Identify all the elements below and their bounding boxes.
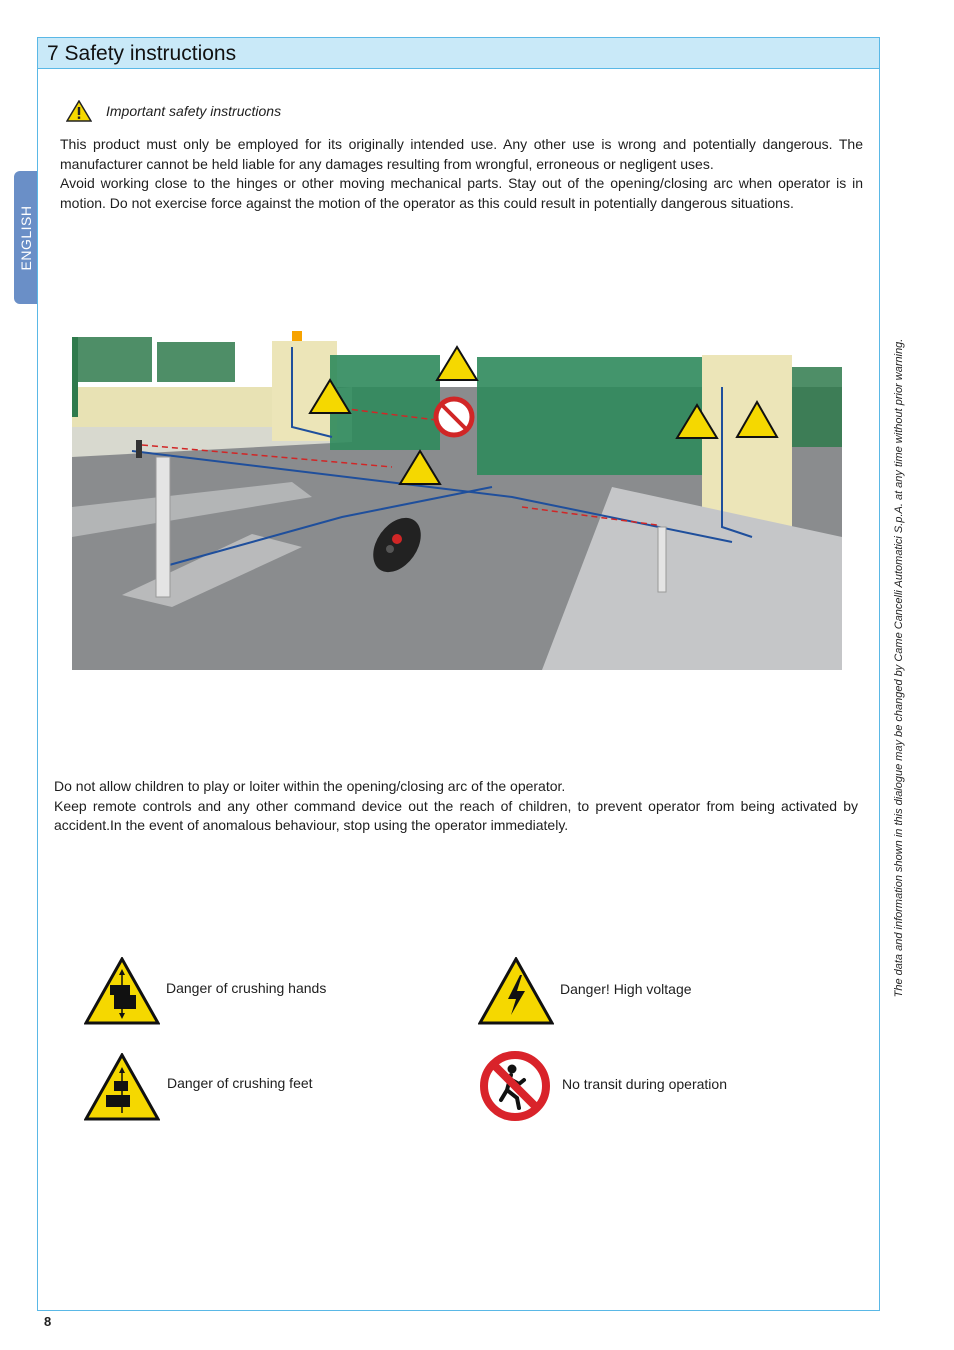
sign-label-crushing-feet: Danger of crushing feet <box>167 1075 313 1091</box>
important-safety-label: Important safety instructions <box>106 103 282 119</box>
crushing-hands-icon <box>84 957 160 1025</box>
safety-paragraph-1-line-2: Avoid working close to the hinges or other moving mechanical parts. Stay out of the opening/closing arc when operator is in motion. Do not exercise force against the motion of the operator as this could result in potentially dangerous situations. <box>60 175 863 211</box>
sign-label-no-transit: No transit during operation <box>562 1076 727 1092</box>
no-transit-icon <box>479 1050 551 1122</box>
side-disclaimer <box>888 278 910 1058</box>
section-title: 7 Safety instructions <box>47 42 237 65</box>
side-disclaimer-text: The data and information shown in this dialogue may be changed by Came Cancelli Automatici S.p.A. at any time without prior warning. <box>893 338 905 998</box>
crushing-feet-icon <box>84 1053 160 1121</box>
gate-installation-illustration <box>72 327 842 670</box>
page-number: 8 <box>44 1314 52 1329</box>
safety-paragraph-2 <box>54 777 858 836</box>
warning-triangle-icon <box>66 100 92 122</box>
sign-label-crushing-hands: Danger of crushing hands <box>166 980 327 996</box>
high-voltage-icon <box>478 957 554 1025</box>
sign-label-high-voltage: Danger! High voltage <box>560 981 692 997</box>
language-tab[interactable] <box>14 171 37 304</box>
language-tab-label: ENGLISH <box>17 205 34 270</box>
page-frame <box>37 37 880 1311</box>
safety-paragraph-2-line-1: Do not allow children to play or loiter within the opening/closing arc of the operator. <box>54 778 566 794</box>
safety-paragraph-1-line-1: This product must only be employed for its originally intended use. Any other use is wrong and potentially dangerous. The manufacturer cannot be held liable for any damages resulting from wrongful, erroneous or negligent uses. <box>60 136 863 172</box>
safety-paragraph-2-line-2: Keep remote controls and any other command device out the reach of children, to prevent operator from being activated by accident.In the event of anomalous behaviour, stop using the operator immediately. <box>54 797 858 833</box>
safety-paragraph-1 <box>60 135 863 213</box>
